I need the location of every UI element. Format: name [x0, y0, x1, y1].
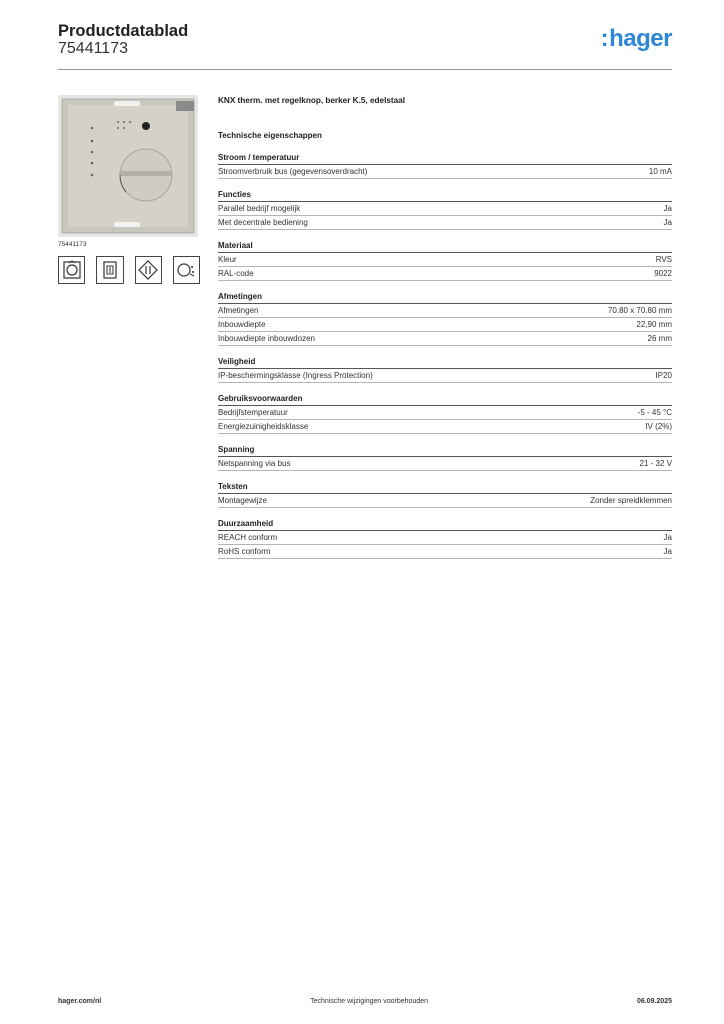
spec-label: Kleur	[218, 255, 237, 264]
spec-section	[218, 393, 672, 434]
spec-row	[218, 545, 672, 559]
spec-section	[218, 481, 672, 508]
spec-value: Ja	[663, 218, 672, 227]
page-header	[58, 22, 672, 70]
tech-properties-heading: Technische eigenschappen	[218, 131, 322, 140]
spec-section	[218, 240, 672, 281]
spec-label: Stroomverbruik bus (gegevensoverdracht)	[218, 167, 368, 176]
thermostat-product-icon	[58, 95, 198, 237]
spec-row	[218, 369, 672, 383]
spec-value: -5 - 45 °C	[637, 408, 672, 417]
din-rail-icon	[135, 256, 162, 284]
spec-section	[218, 444, 672, 471]
spec-label: IP-beschermingsklasse (Ingress Protection)	[218, 371, 373, 380]
spec-row	[218, 332, 672, 346]
spec-label: Bedrijfstemperatuur	[218, 408, 288, 417]
surface-mount-icon	[96, 256, 123, 284]
spec-label: Montagewijze	[218, 496, 267, 505]
spec-value: 26 mm	[647, 334, 672, 343]
product-visual-column	[58, 95, 200, 284]
spec-value: Ja	[663, 547, 672, 556]
feature-icons	[58, 256, 200, 284]
section-title: Spanning	[218, 444, 672, 457]
page-footer	[58, 998, 672, 1005]
sensor-knob-icon	[173, 256, 200, 284]
spec-row	[218, 531, 672, 545]
section-title: Afmetingen	[218, 291, 672, 304]
section-title: Functies	[218, 189, 672, 202]
spec-row	[218, 165, 672, 179]
spec-section	[218, 291, 672, 346]
footer-date: 06.09.2025	[636, 998, 672, 1005]
spec-label: Met decentrale bediening	[218, 218, 308, 227]
section-title: Veiligheid	[218, 356, 672, 369]
doc-number: 75441173	[58, 40, 128, 57]
spec-row	[218, 216, 672, 230]
footer-site: hager.com/nl	[58, 998, 102, 1005]
section-title: Stroom / temperatuur	[218, 152, 672, 165]
spec-section	[218, 189, 672, 230]
spec-row	[218, 202, 672, 216]
spec-label: Afmetingen	[218, 306, 259, 315]
spec-section	[218, 518, 672, 559]
spec-value: 22,90 mm	[636, 320, 672, 329]
thermostat-dial-icon	[58, 256, 85, 284]
spec-row	[218, 318, 672, 332]
section-title: Teksten	[218, 481, 672, 494]
spec-label: Inbouwdiepte inbouwdozen	[218, 334, 315, 343]
spec-label: REACH conform	[218, 533, 278, 542]
spec-value: RVS	[655, 255, 672, 264]
spec-value: IV (2%)	[645, 422, 672, 431]
logo-dots-icon: :	[600, 25, 609, 52]
spec-label: Energiezuinigheidsklasse	[218, 422, 309, 431]
footer-notice: Technische wijzigingen voorbehouden	[310, 998, 429, 1005]
section-title: Duurzaamheid	[218, 518, 672, 531]
spec-row	[218, 494, 672, 508]
spec-row	[218, 304, 672, 318]
specifications-column	[218, 95, 672, 559]
spec-value: IP20	[655, 371, 672, 380]
spec-label: Inbouwdiepte	[218, 320, 266, 329]
spec-value: 21 - 32 V	[639, 459, 672, 468]
spec-row	[218, 267, 672, 281]
spec-row	[218, 406, 672, 420]
spec-row	[218, 253, 672, 267]
spec-value: 70.80 x 70.80 mm	[607, 306, 672, 315]
spec-label: RoHS conform	[218, 547, 271, 556]
spec-value: Zonder spreidklemmen	[590, 496, 672, 505]
hager-logo	[601, 26, 672, 52]
spec-value: Ja	[663, 533, 672, 542]
product-name: KNX therm. met regelknop, berker K.5, edelstaal	[218, 96, 406, 105]
section-title: Gebruiksvoorwaarden	[218, 393, 672, 406]
spec-label: Parallel bedrijf mogelijk	[218, 204, 301, 213]
spec-row	[218, 457, 672, 471]
section-title: Materiaal	[218, 240, 672, 253]
spec-sections	[218, 152, 672, 559]
spec-section	[218, 152, 672, 179]
spec-row	[218, 420, 672, 434]
product-caption: 75441173	[58, 241, 87, 248]
spec-label: Netspanning via bus	[218, 459, 291, 468]
spec-label: RAL-code	[218, 269, 254, 278]
spec-section	[218, 356, 672, 383]
spec-value: 9022	[654, 269, 672, 278]
doc-title: Productdatablad	[58, 22, 189, 40]
spec-value: Ja	[663, 204, 672, 213]
spec-value: 10 mA	[648, 167, 672, 176]
product-image	[58, 95, 198, 237]
logo-text: hager	[609, 25, 672, 52]
